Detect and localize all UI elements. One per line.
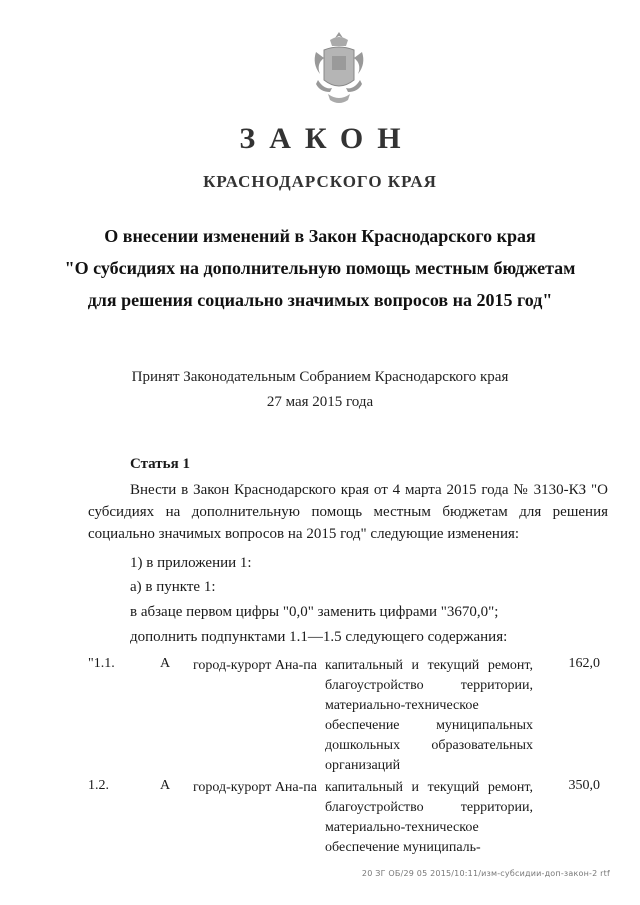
adoption-date: 27 мая 2015 года	[266, 394, 374, 410]
row-municipality: город-курорт Ана-па	[193, 780, 317, 795]
adoption-statement: Принят Законодательным Собранием Краснодарского края	[131, 369, 509, 385]
krasnodar-coat-of-arms-icon	[310, 30, 368, 108]
row-description: капитальный и текущий ремонт, благоустройство территории, материально-техническое обеспечение муниципаль-	[325, 780, 533, 855]
document-title-line-2: "О субсидиях на дополнительную помощь местным бюджетам	[64, 258, 576, 278]
article-heading: Статья 1	[130, 456, 190, 472]
document-type-heading: ЗАКОН	[239, 122, 415, 155]
row-number: "1.1.	[88, 656, 115, 671]
replace-instruction: в абзаце первом цифры "0,0" заменить цифрами "3670,0";	[130, 604, 499, 620]
document-footer-code: 20 ЗГ ОБ/29 05 2015/10:11/изм-субсидии-доп-закон-2 rtf	[361, 869, 610, 878]
region-heading: КРАСНОДАРСКОГО КРАЯ	[203, 172, 437, 191]
row-municipality: город-курорт Ана-па	[193, 658, 317, 673]
list-item-1: 1) в приложении 1:	[130, 555, 252, 571]
row-amount: 350,0	[568, 778, 600, 793]
list-item-a: а) в пункте 1:	[130, 579, 216, 595]
row-description: капитальный и текущий ремонт, благоустройство территории, материально-техническое обеспечение муниципальных дошкольных образовательных организаций	[325, 658, 533, 773]
row-amount: 162,0	[568, 656, 600, 671]
row-number: 1.2.	[88, 778, 109, 793]
article-intro-paragraph: Внести в Закон Краснодарского края от 4 марта 2015 года № 3130-КЗ "О субсидиях на дополнительную помощь местным бюджетам для решения социально значимых вопросов на 2015 год" следующие изменения:	[88, 482, 608, 542]
row-category: А	[160, 656, 171, 671]
document-title-line-3: для решения социально значимых вопросов на 2015 год"	[87, 290, 553, 310]
append-instruction: дополнить подпунктами 1.1—1.5 следующего содержания:	[130, 629, 508, 645]
row-category: А	[160, 778, 171, 793]
document-title-line-1: О внесении изменений в Закон Краснодарского края	[104, 226, 536, 246]
